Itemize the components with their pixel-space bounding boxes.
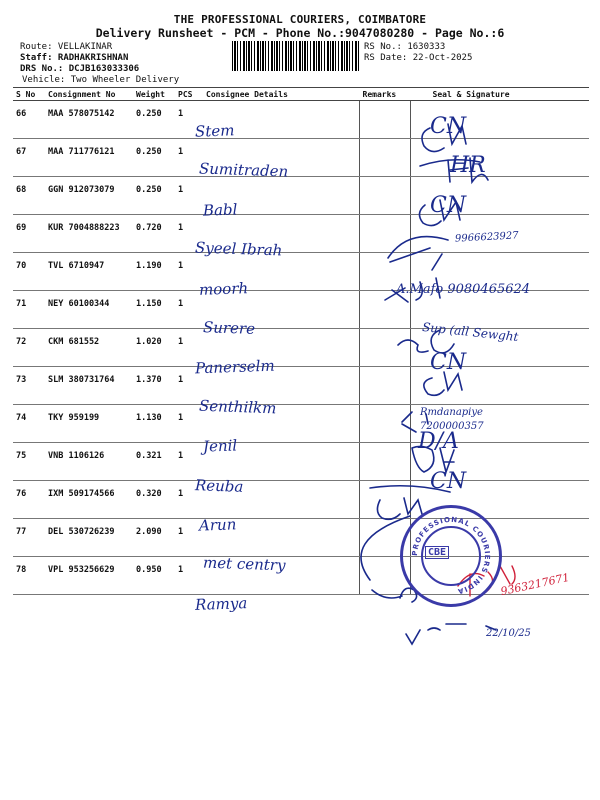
- row-consignee-details: [203, 519, 360, 557]
- handwritten-consignee-name: Ramya: [194, 593, 248, 614]
- row-consignee-details: [203, 139, 360, 177]
- row-remarks: [360, 405, 411, 443]
- seal-sign-70: A.Mafo 9080465624: [396, 282, 531, 297]
- vehicle-label: Vehicle: Two Wheeler Delivery: [22, 75, 180, 85]
- runsheet-table: [13, 87, 589, 595]
- row-seal-signature: [411, 177, 590, 215]
- handwritten-consignee-name: Jenil: [202, 436, 238, 456]
- row-consignment-no: KUR 7004888223: [45, 215, 133, 253]
- stamp-code: CBE: [425, 546, 449, 559]
- row-seal-signature: [411, 443, 590, 481]
- row-consignee-details: [203, 101, 360, 139]
- col-pcs: PCS: [175, 88, 203, 101]
- row-remarks: [360, 443, 411, 481]
- row-remarks: [360, 177, 411, 215]
- row-consignee-details: [203, 253, 360, 291]
- row-seal-signature: [411, 329, 590, 367]
- col-remarks: Remarks: [360, 88, 411, 101]
- rs-date-label: RS Date: 22-Oct-2025: [364, 53, 473, 63]
- row-weight: 0.250: [133, 177, 175, 215]
- runsheet-subtitle: Delivery Runsheet - PCM - Phone No.:9047080280 - Page No.:6: [95, 26, 505, 40]
- col-seal: Seal & Signature: [411, 88, 590, 101]
- table-row: [13, 557, 589, 595]
- row-consignee-details: [203, 557, 360, 595]
- row-sno: 71: [13, 291, 45, 329]
- row-remarks: [360, 215, 411, 253]
- row-pcs: 1: [175, 481, 203, 519]
- row-weight: 0.321: [133, 443, 175, 481]
- row-consignment-no: NEY 60100344: [45, 291, 133, 329]
- row-weight: 1.150: [133, 291, 175, 329]
- rs-no-label: RS No.: 1630333: [364, 42, 446, 52]
- row-pcs: 1: [175, 443, 203, 481]
- row-weight: 1.370: [133, 367, 175, 405]
- row-consignment-no: DEL 530726239: [45, 519, 133, 557]
- row-consignee-details: [203, 481, 360, 519]
- table-row: [13, 291, 589, 329]
- handwritten-consignee-name: Syeel Ibrah: [194, 238, 283, 260]
- seal-mark-cn: CN: [430, 350, 467, 376]
- row-sno: 68: [13, 177, 45, 215]
- cbe-rubber-stamp: [400, 505, 502, 607]
- row-seal-signature: [411, 253, 590, 291]
- col-sno: S No: [13, 88, 45, 101]
- table-row: [13, 519, 589, 557]
- svg-text:PROFESSIONAL COURIERS INDIA: PROFESSIONAL COURIERS INDIA: [410, 515, 492, 596]
- row-consignment-no: GGN 912073079: [45, 177, 133, 215]
- handwritten-consignee-name: Senthilkm: [198, 396, 277, 418]
- row-seal-signature: [411, 139, 590, 177]
- row-consignee-details: [203, 215, 360, 253]
- handwritten-consignee-name: Stem: [194, 121, 235, 141]
- table-row: [13, 329, 589, 367]
- row-consignee-details: [203, 443, 360, 481]
- row-sno: 75: [13, 443, 45, 481]
- table-row: [13, 139, 589, 177]
- seal-sign-77: 9363217671: [499, 570, 571, 599]
- row-sno: 74: [13, 405, 45, 443]
- row-pcs: 1: [175, 177, 203, 215]
- col-weight: Weight: [133, 88, 175, 101]
- row-seal-signature: [411, 101, 590, 139]
- row-weight: 0.250: [133, 101, 175, 139]
- row-consignment-no: IXM 509174566: [45, 481, 133, 519]
- row-consignee-details: [203, 291, 360, 329]
- row-consignment-no: VPL 953256629: [45, 557, 133, 595]
- row-pcs: 1: [175, 405, 203, 443]
- col-consignee: Consignee Details: [203, 88, 360, 101]
- row-seal-signature: [411, 405, 590, 443]
- seal-sign-71: Sup (all Sewght: [421, 319, 520, 345]
- row-weight: 0.320: [133, 481, 175, 519]
- row-pcs: 1: [175, 329, 203, 367]
- row-consignment-no: TKY 959199: [45, 405, 133, 443]
- seal-mark-cn: CN: [430, 468, 467, 494]
- seal-sign-69: 9966623927: [454, 230, 519, 245]
- seal-mark-cn: CN: [430, 192, 467, 218]
- row-weight: 0.720: [133, 215, 175, 253]
- row-consignment-no: VNB 1106126: [45, 443, 133, 481]
- table-row: [13, 443, 589, 481]
- row-pcs: 1: [175, 139, 203, 177]
- row-pcs: 1: [175, 291, 203, 329]
- handwritten-consignee-name: Arun: [198, 515, 237, 535]
- row-consignee-details: [203, 367, 360, 405]
- row-seal-signature: [411, 367, 590, 405]
- staff-label: Staff: RADHAKRISHNAN: [20, 53, 129, 63]
- drs-label: DRS No.: DCJB163033306: [20, 64, 140, 74]
- seal-mark-cn: CN: [430, 114, 467, 139]
- row-consignment-no: MAA 711776121: [45, 139, 133, 177]
- row-seal-signature: [411, 215, 590, 253]
- row-pcs: 1: [175, 367, 203, 405]
- row-consignment-no: CKM 681552: [45, 329, 133, 367]
- row-pcs: 1: [175, 519, 203, 557]
- seal-sign-73: Rmdanapiye 7200000357: [420, 407, 484, 432]
- row-remarks: [360, 329, 411, 367]
- row-pcs: 1: [175, 557, 203, 595]
- seal-mark-da: D/A: [418, 429, 459, 455]
- table-row: [13, 177, 589, 215]
- row-weight: 2.090: [133, 519, 175, 557]
- row-pcs: 1: [175, 101, 203, 139]
- row-sno: 69: [13, 215, 45, 253]
- row-consignment-no: MAA 578075142: [45, 101, 133, 139]
- col-consignment: Consignment No: [45, 88, 133, 101]
- row-remarks: [360, 139, 411, 177]
- row-pcs: 1: [175, 215, 203, 253]
- table-row: [13, 405, 589, 443]
- handwritten-consignee-name: met centry: [202, 553, 286, 575]
- row-sno: 76: [13, 481, 45, 519]
- row-weight: 1.130: [133, 405, 175, 443]
- seal-sign-78: 22/10/25: [486, 628, 531, 639]
- row-sno: 70: [13, 253, 45, 291]
- row-weight: 1.190: [133, 253, 175, 291]
- row-remarks: [360, 253, 411, 291]
- table-header-row: [13, 88, 589, 101]
- row-remarks: [360, 367, 411, 405]
- handwritten-consignee-name: Surere: [202, 318, 256, 338]
- table-row: [13, 215, 589, 253]
- seal-mark-hr: HR: [450, 153, 486, 179]
- row-consignee-details: [203, 329, 360, 367]
- company-title: THE PROFESSIONAL COURIERS, COIMBATORE: [173, 13, 427, 26]
- table-row: [13, 253, 589, 291]
- row-consignee-details: [203, 405, 360, 443]
- row-seal-signature: [411, 291, 590, 329]
- table-row: [13, 101, 589, 139]
- row-consignment-no: TVL 6710947: [45, 253, 133, 291]
- row-pcs: 1: [175, 253, 203, 291]
- barcode: [232, 41, 360, 71]
- row-sno: 77: [13, 519, 45, 557]
- handwritten-consignee-name: Babl: [202, 200, 238, 220]
- row-remarks: [360, 291, 411, 329]
- row-sno: 72: [13, 329, 45, 367]
- row-weight: 1.020: [133, 329, 175, 367]
- row-consignment-no: SLM 380731764: [45, 367, 133, 405]
- handwritten-consignee-name: moorh: [198, 278, 249, 299]
- row-sno: 66: [13, 101, 45, 139]
- row-sno: 73: [13, 367, 45, 405]
- row-sno: 78: [13, 557, 45, 595]
- route-label: Route: VELLAKINAR: [20, 42, 113, 52]
- handwritten-consignee-name: Reuba: [194, 475, 244, 496]
- table-row: [13, 367, 589, 405]
- row-weight: 0.250: [133, 139, 175, 177]
- handwritten-consignee-name: Panerselm: [194, 357, 275, 378]
- table-row: [13, 481, 589, 519]
- row-remarks: [360, 101, 411, 139]
- handwritten-consignee-name: Sumitraden: [198, 159, 289, 181]
- row-weight: 0.950: [133, 557, 175, 595]
- row-sno: 67: [13, 139, 45, 177]
- row-consignee-details: [203, 177, 360, 215]
